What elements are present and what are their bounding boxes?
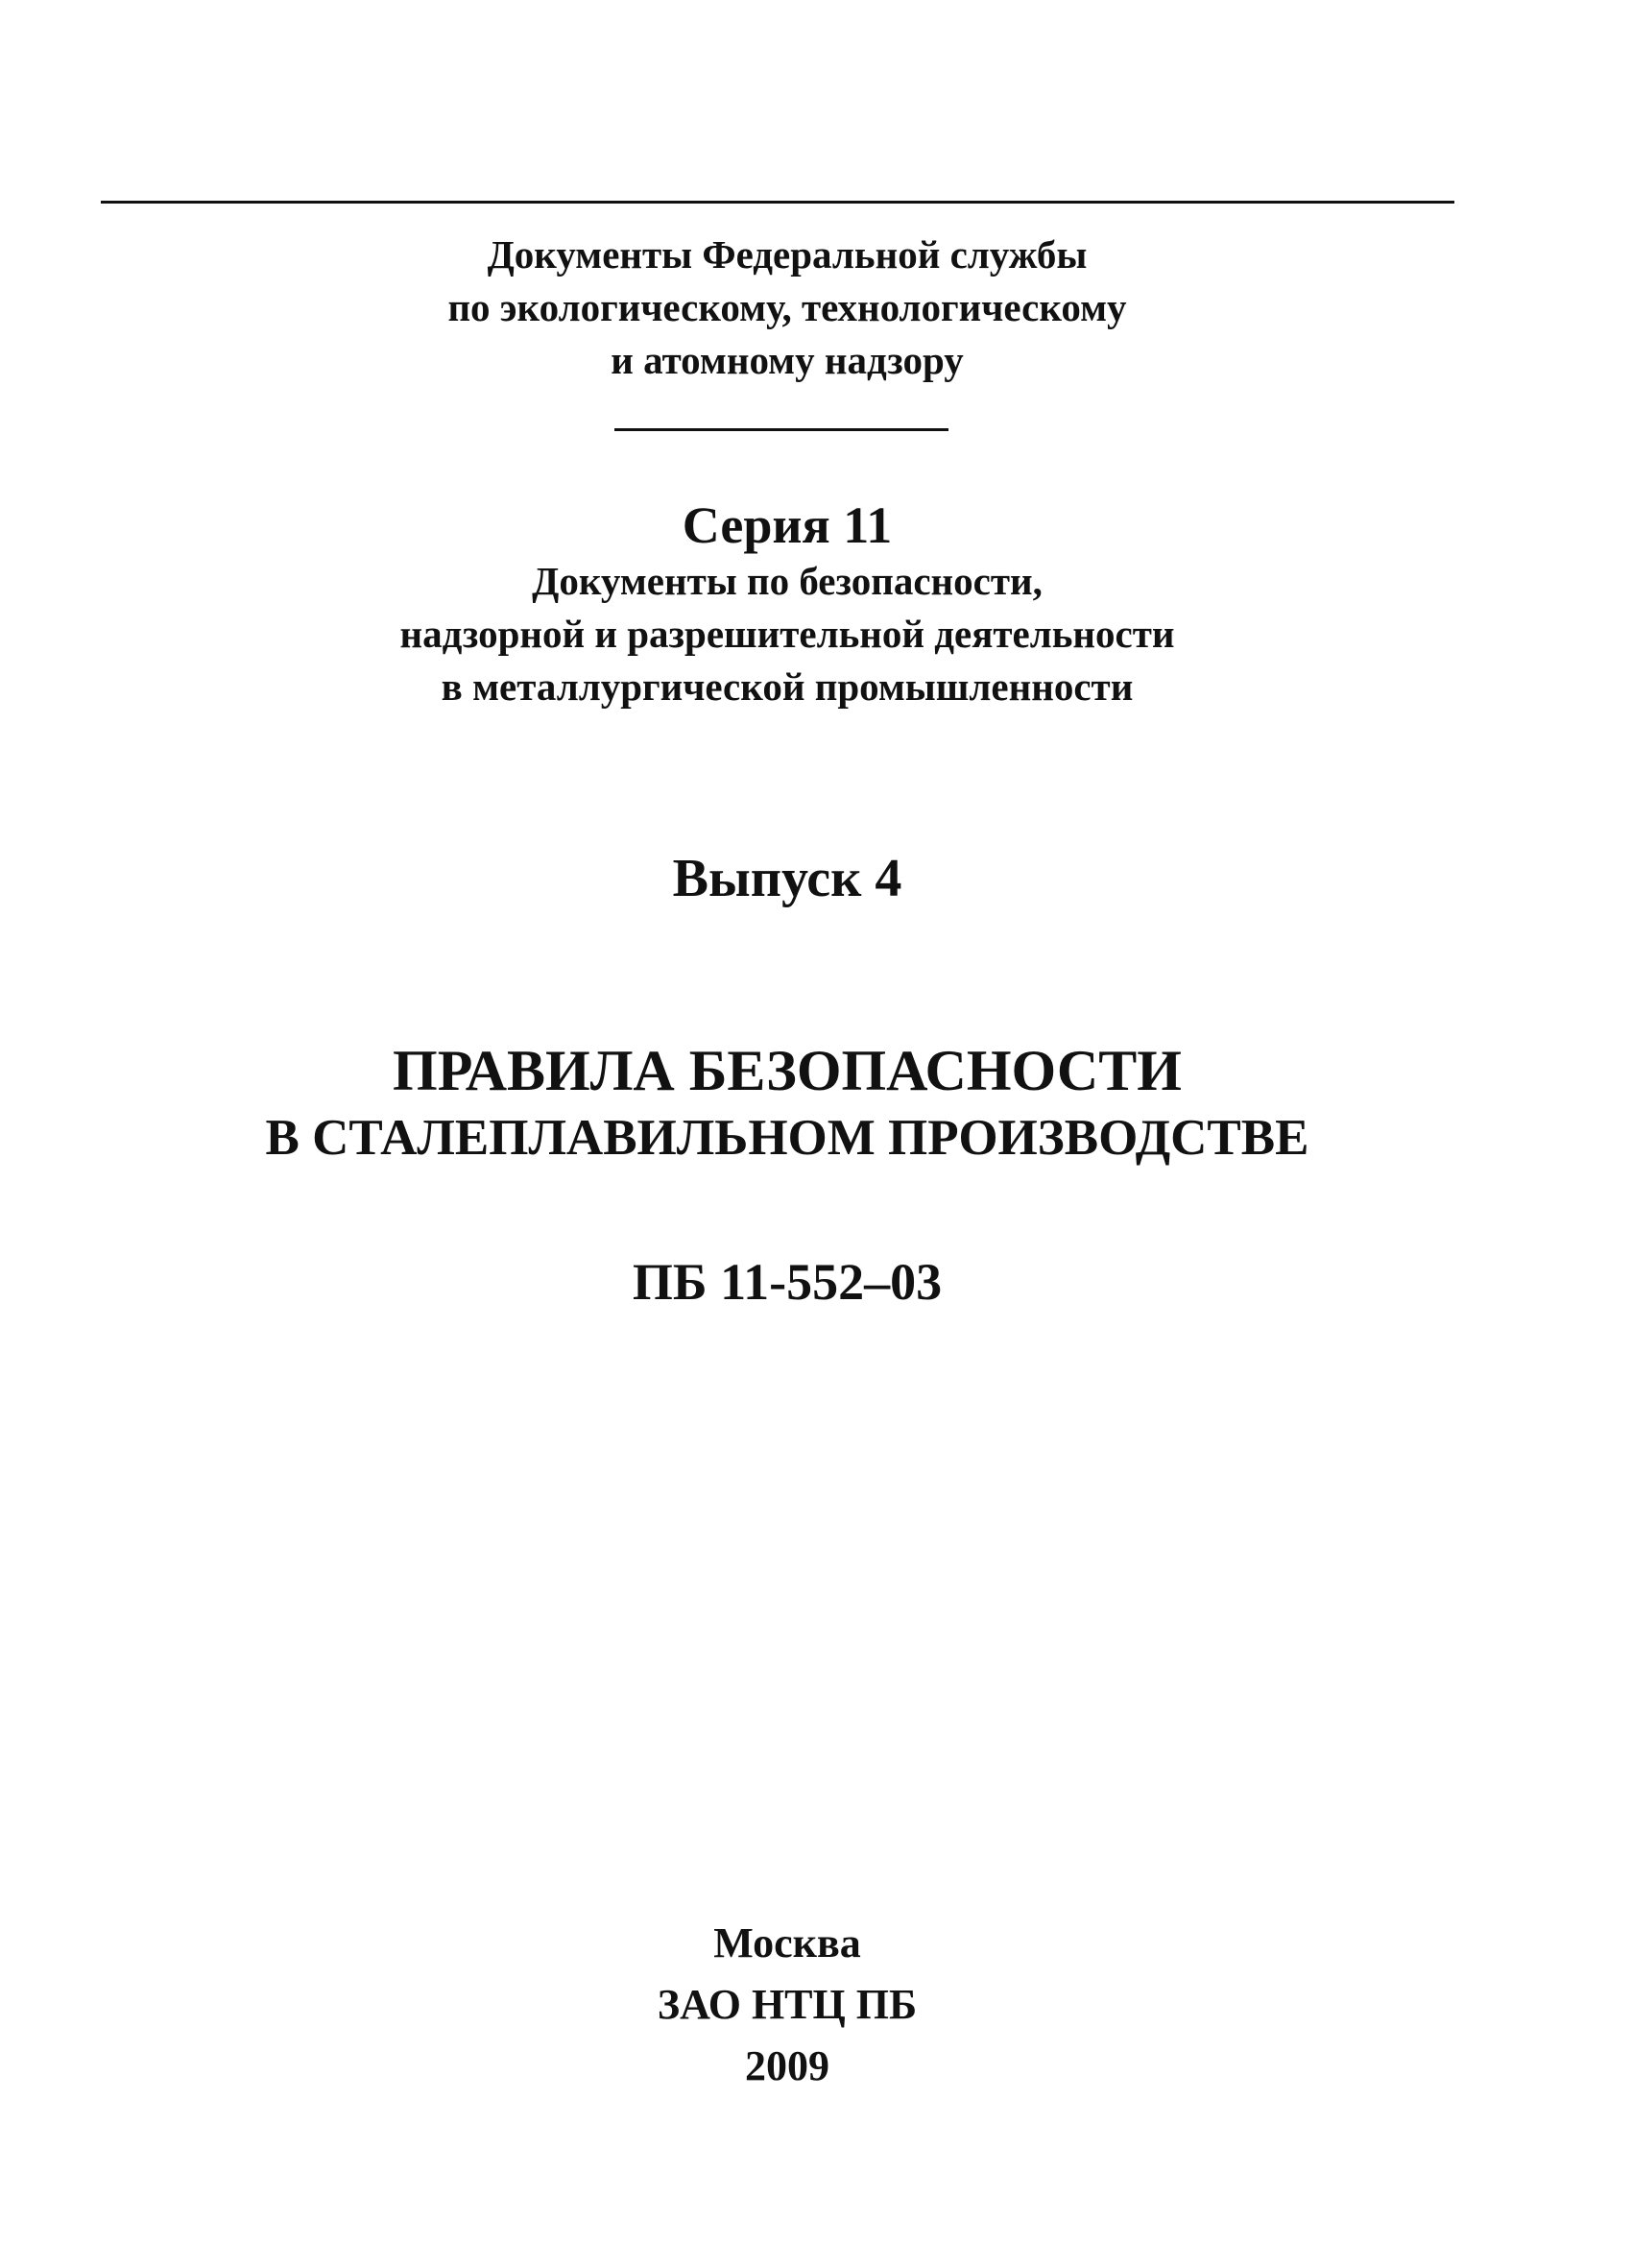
document-title-line-2: В СТАЛЕПЛАВИЛЬНОМ ПРОИЗВОДСТВЕ: [265, 1110, 1309, 1166]
imprint-year: 2009: [745, 2042, 829, 2089]
imprint-publisher: ЗАО НТЦ ПБ: [657, 1981, 918, 2028]
agency-heading: [0, 229, 1574, 387]
agency-line-3: и атомному надзору: [611, 338, 964, 382]
series-description: [0, 555, 1574, 713]
issue-number: [0, 845, 1574, 912]
imprint-city: Москва: [713, 1919, 861, 1966]
document-title-line-1: ПРАВИЛА БЕЗОПАСНОСТИ: [393, 1039, 1182, 1102]
series-description-line-2: надзорной и разрешительной деятельности: [399, 612, 1175, 656]
imprint: [0, 1913, 1574, 2097]
document-code-text: ПБ 11-552–03: [632, 1253, 943, 1311]
agency-line-1: Документы Федеральной службы: [487, 232, 1088, 277]
document-title: [0, 1035, 1574, 1106]
series-description-line-1: Документы по безопасности,: [532, 559, 1043, 603]
agency-line-2: по экологическому, технологическому: [447, 285, 1127, 329]
document-code: [0, 1248, 1574, 1315]
issue-number-text: Выпуск 4: [672, 849, 902, 908]
series-description-line-3: в металлургической промышленности: [441, 664, 1134, 709]
top-divider: [101, 201, 1454, 204]
series-title-text: Серия 11: [682, 496, 893, 554]
document-subtitle: [0, 1104, 1574, 1171]
agency-divider: [614, 428, 948, 431]
series-title: [0, 492, 1574, 559]
